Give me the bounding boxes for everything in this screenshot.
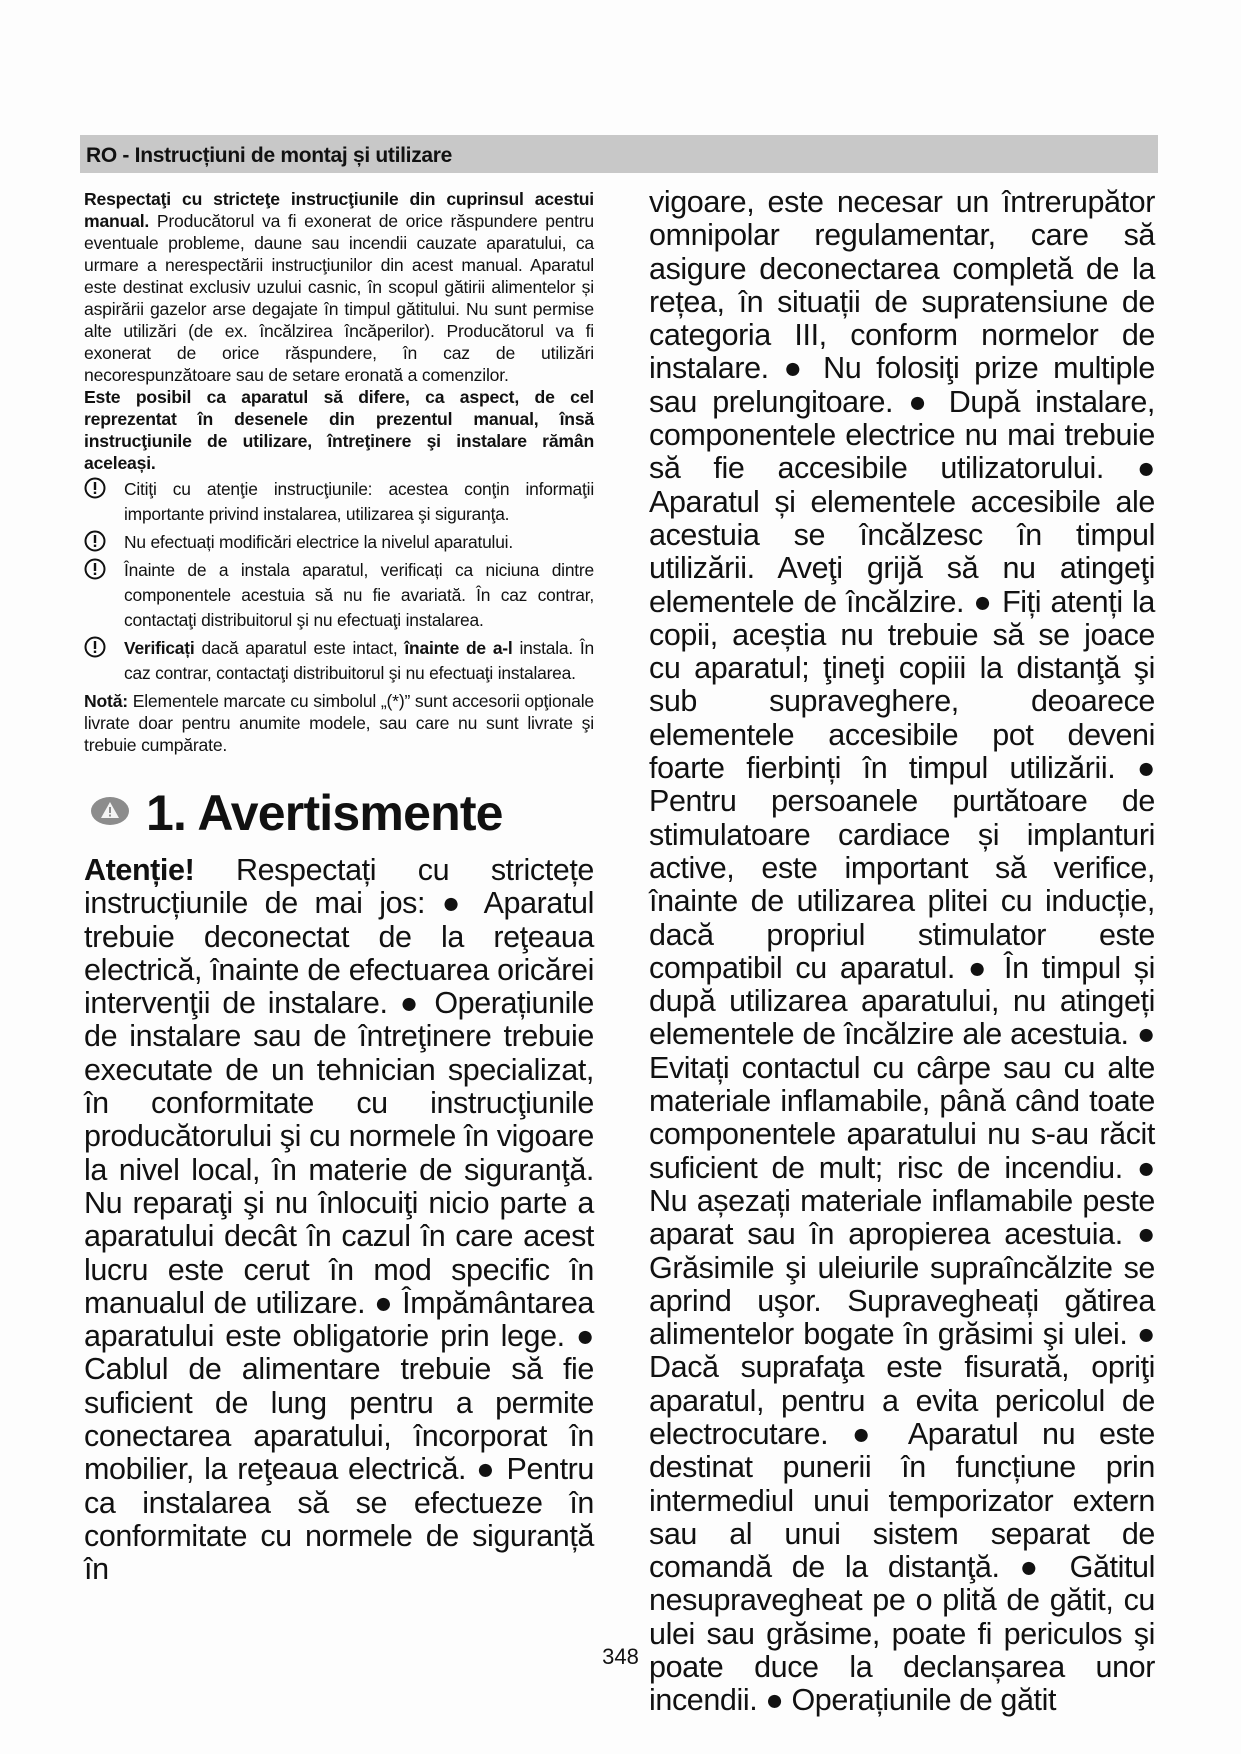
warnings-text-right: vigoare, este necesar un întrerupător omnipolar regulamentar, care să asigure deconectarea completă de la rețea, în situații de supratensiune de categoria III, conform normelor de instalare. ● Nu folosiţi prize multiple sau prelungitoare. ● După instalare, componentele electrice nu mai trebuie să fie accesibile utilizatorului. ● Aparatul și elementele accesibile ale acestuia se încălzesc în timpul utilizării. Aveţi grijă să nu atingeţi elementele de încălzire. ● Fiți atenți la copii, aceștia nu trebuie să se joace cu aparatul; ţineţi copiii la distanţă şi sub supraveghere, deoarece elementele accesibile pot deveni foarte fierbinți în timpul utilizării. ● Pentru persoanele purtătoare de stimulatoare cardiace și implanturi active, este important să verifice, înainte de utilizarea plitei cu inducție, dacă propriul stimulator este compatibil cu aparatul. ● În timpul și după utilizarea aparatului, nu atingeți elementele de încălzire ale acestuia. ● Evitați contactul cu cârpe sau cu alte materiale inflamabile, până când toate componentele aparatului nu s-au răcit suficient de mult; risc de incendiu. ● Nu așezați materiale inflamabile peste aparat sau în apropierea acestuia. ● Grăsimile şi uleiurile supraîncălzite se aprind uşor. Supravegheați gătirea alimentelor bogate în grăsimi şi ulei. ● Dacă suprafaţa este fisurată, opriţi aparatul, pentru a evita pericolul de electrocutare. ● Aparatul nu este destinat punerii în funcțiune prin intermediul unui temporizator extern sau al unui sistem separat de comandă de la distanţă. ● Gătitul nesupravegheat pe o plită de gătit, cu ulei sau grăsime, poate fi periculos şi poate duce la declanșarea unor incendii. ● Operațiunile de gătit bbox=[649, 185, 1155, 1718]
header-bar bbox=[80, 135, 1158, 173]
section-heading bbox=[84, 784, 594, 844]
note-paragraph bbox=[84, 690, 594, 756]
attention-label: Atenție! bbox=[84, 853, 195, 887]
right-column bbox=[649, 186, 1155, 1718]
exclamation-circle-icon bbox=[84, 477, 106, 499]
warning-item bbox=[84, 477, 594, 527]
exclamation-circle-icon bbox=[84, 530, 106, 552]
page-title: RO - Instrucțiuni de montaj și utilizare bbox=[86, 144, 453, 167]
left-column bbox=[84, 188, 594, 1587]
warning-text: Înainte de a instala aparatul, verificați ca niciuna dintre componentele acestuia să nu fie avariată. În caz contrar, contactaţi distribuitorul şi nu efectuaţi instalarea. bbox=[124, 560, 594, 630]
exclamation-circle-icon bbox=[84, 636, 106, 658]
note-label: Notă: bbox=[84, 691, 128, 711]
warning-item bbox=[84, 530, 594, 555]
warning-triangle-icon bbox=[90, 796, 130, 826]
intro-bold-note: Este posibil ca aparatul să difere, ca aspect, de cel reprezentat în desenele din prezentul manual, însă instrucţiunile de utilizare, întreţinere şi instalare rămân aceleași. bbox=[84, 387, 594, 473]
warning-item: Verificați dacă aparatul este intact, înainte de a-l instala. În caz contrar, contactaţi distribuitorul şi nu efectuaţi instalarea. bbox=[84, 636, 594, 686]
warning-bold: Verificați bbox=[124, 638, 195, 658]
intro-paragraph bbox=[84, 188, 594, 386]
warning-text: Nu efectuați modificări electrice la nivelul aparatului. bbox=[124, 532, 513, 552]
intro-text: Producătorul va fi exonerat de orice răspundere pentru eventuale probleme, daune sau incendii cauzate aparatului, ca urmare a nerespectării instrucţiunilor din acest manual. Aparatul este destinat exclusiv uzului casnic, în scopul gătirii alimentelor și aspirării gazelor arse degajate în timpul gătitului. Nu sunt permise alte utilizări (de ex. încălzirea încăperilor). Producătorul va fi exonerat de orice răspundere, în caz de utilizări necorespunzătoare sau de setare eronată a comenzilor. bbox=[84, 211, 594, 385]
warnings-text-left: Atenție! Respectați cu strictețe instrucțiunile de mai jos: ● Aparatul trebuie deconectat de la reţeaua electrică, înainte de efectuarea oricărei intervenţii de instalare. ● Operațiunile de instalare sau de întreţinere trebuie executate de un tehnician specializat, în conformitate cu instrucţiunile producătorului şi cu normele în vigoare la nivel local, în materie de siguranţă. Nu reparaţi şi nu înlocuiţi nicio parte a aparatului decât în cazul în care acest lucru este cerut în mod specific în manualul de utilizare. ● Împământarea aparatului este obligatorie prin lege. ● Cablul de alimentare trebuie să fie suficient de lung pentru a permite conectarea aparatului, încorporat în mobilier, la reţeaua electrică. ● Pentru ca instalarea să se efectueze în conformitate cu normele de siguranță în bbox=[84, 853, 594, 1587]
exclamation-circle-icon bbox=[84, 558, 106, 580]
warning-text: Citiţi cu atenţie instrucţiunile: acestea conţin informaţii importante privind instalarea, utilizarea şi siguranţa. bbox=[124, 479, 594, 524]
page-number: 348 bbox=[602, 1644, 639, 1669]
warning-item bbox=[84, 558, 594, 633]
intro-bold-lead: Respectaţi cu stricteţe instrucţiunile din cuprinsul acestui manual. bbox=[84, 189, 594, 231]
section-title: 1. Avertismente bbox=[146, 785, 503, 841]
note-text: Elementele marcate cu simbolul „(*)” sunt accesorii opţionale livrate doar pentru anumite modele, sau care nu sunt livrate şi trebuie cumpărate. bbox=[84, 691, 594, 755]
